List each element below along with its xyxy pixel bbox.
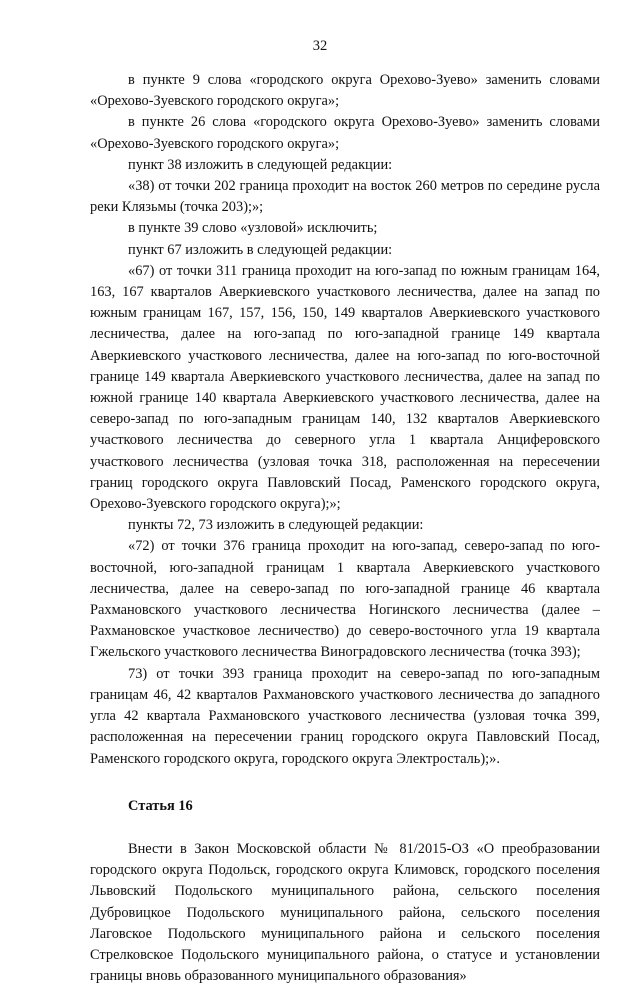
article-heading: Статья 16 — [128, 797, 193, 814]
paragraph-point-26: в пункте 26 слова «городского округа Орехово-Зуево» заменить словами «Орехово-Зуевского городского округа»; — [90, 114, 600, 152]
article-16-paragraph: Внести в Закон Московской области № 81/2015-ОЗ «О преобразовании городского округа Подольск, городского округа Климовск, городского поселения Львовский Подольского муниципального района, сельского поселения Дубровицкое Подольского муниципального района, сельского поселения Лаговское Подольского муниципального района и сельского поселения Стрелковское Подольского муниципального района, о статусе и установлении границы вновь образованного муниципального образования» — [90, 840, 600, 985]
paragraph-point-39: в пункте 39 слово «узловой» исключить; — [128, 220, 378, 237]
paragraph-point-67-intro: пункт 67 изложить в следующей редакции: — [128, 241, 393, 258]
page-number: 32 — [312, 38, 328, 54]
paragraph-point-38-intro: пункт 38 изложить в следующей редакции: — [128, 156, 393, 173]
paragraph-point-38-text: «38) от точки 202 граница проходит на восток 260 метров по середине русла реки Клязьмы (точка 203);»; — [90, 178, 600, 216]
paragraph-point-67-text: «67) от точки 311 граница проходит на юго-запад по южным границам 164, 163, 167 кварталов Аверкиевского участкового лесничества, далее на запад по южным границам 167, 157, 156, 150, 149 кварталов Аверкиевского участкового лесничества, далее на юго-запад по юго-западной границе 149 квартала Аверкиевского участкового лесничества, далее на юго-запад по юго-восточной границе 149 квартала Аверкиевского участкового лесничества, далее на запад по южной границе 140 квартала Аверкиевского участкового лесничества, далее на северо-запад по юго-западным границам 140, 132 кварталов Аверкиевского участкового лесничества до северного угла 1 квартала Анциферовского участкового лесничества (узловая точка 318, расположенная на пересечении границ городского округа Павловский Посад, Раменского городского округа, Орехово-Зуевского городского округа);»; — [90, 262, 600, 513]
paragraph-point-72-text: «72) от точки 376 граница проходит на юго-запад, северо-запад по юго-восточной, юго-западной границам 1 квартала Аверкиевского участкового лесничества, далее на северо-запад по юго-западной границе 46 квартала Рахмановского участкового лесничества Ногинского лесничества (далее – Рахмановское участковое лесничество) до северо-восточного угла 19 квартала Гжельского участкового лесничества Виноградовского лесничества (точка 393); — [90, 538, 600, 661]
document-body — [90, 70, 600, 987]
paragraph-point-9: в пункте 9 слова «городского округа Орехово-Зуево» заменить словами «Орехово-Зуевского городского округа»; — [90, 72, 600, 110]
paragraph-point-73-text: 73) от точки 393 граница проходит на северо-запад по юго-западным границам 46, 42 кварталов Рахмановского участкового лесничества до западного угла 42 квартала Рахмановского участкового лесничества (узловая точка 399, расположенная на пересечении границ городского округа Павловский Посад, Раменского городского округа, городского округа Электросталь);». — [90, 665, 600, 767]
paragraph-points-72-73-intro: пункты 72, 73 изложить в следующей редакции: — [128, 517, 424, 534]
